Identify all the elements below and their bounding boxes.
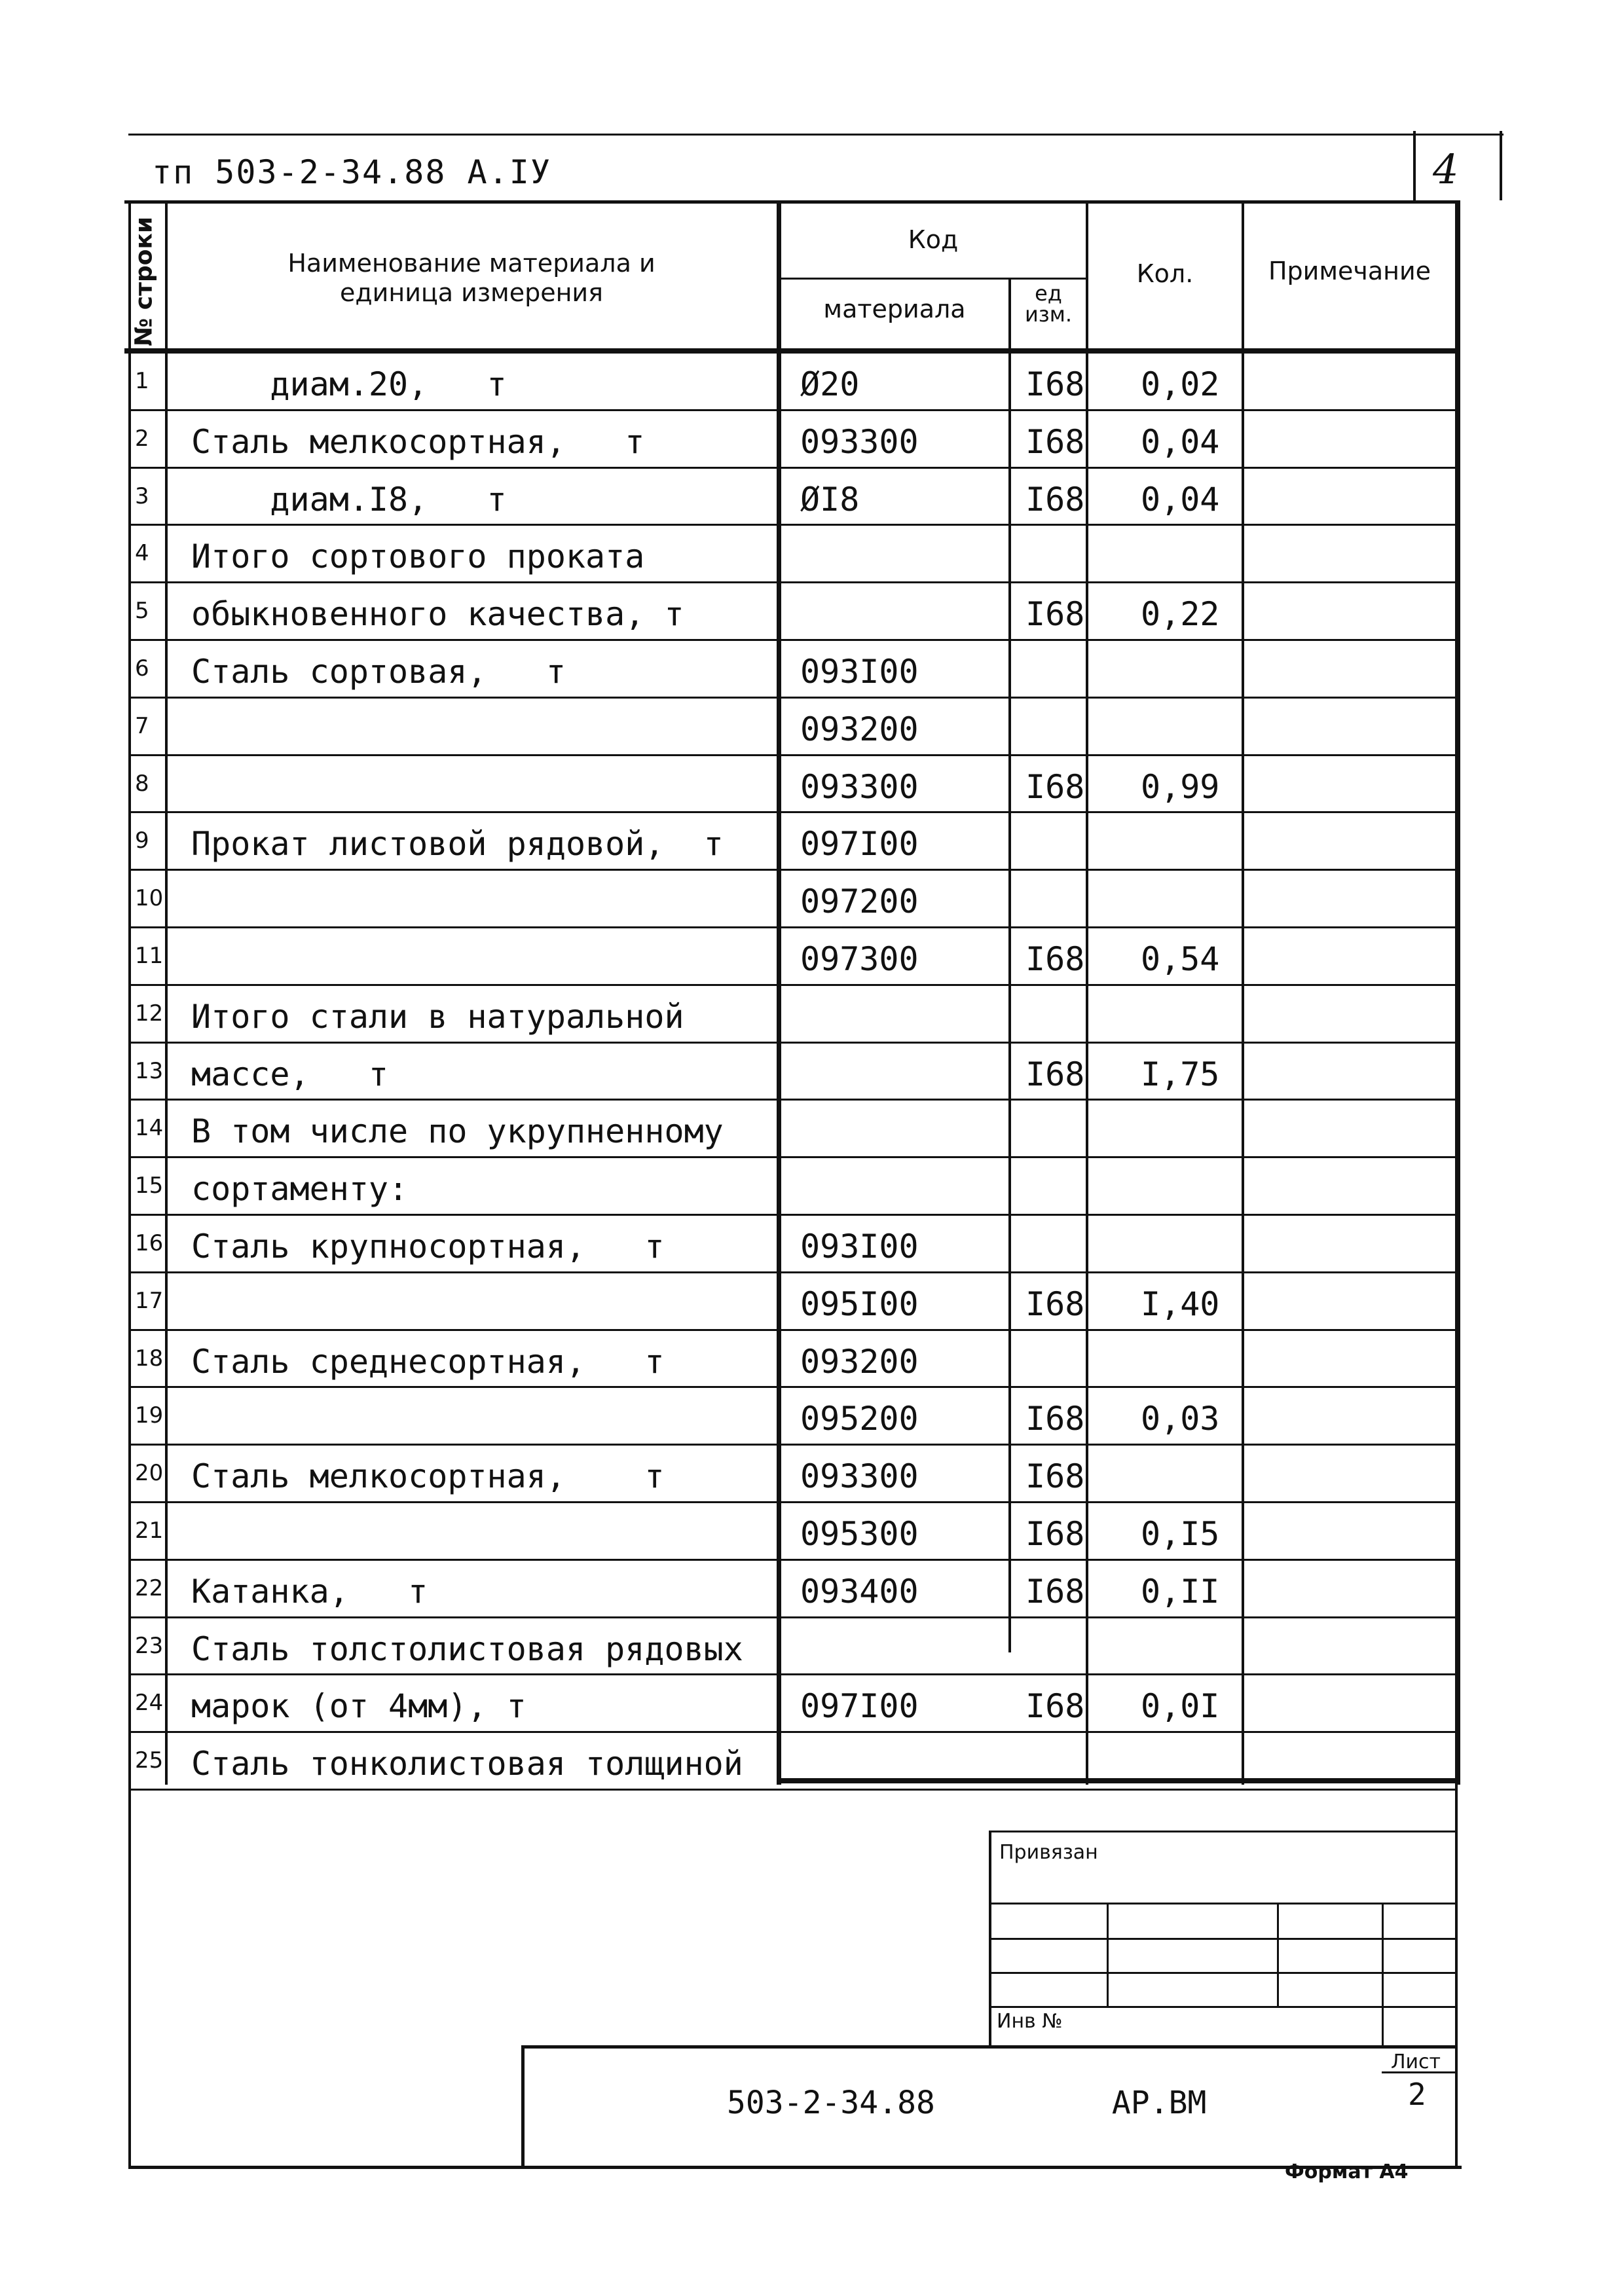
- row-number: 18: [135, 1345, 164, 1372]
- material-code: 095I00: [800, 1285, 919, 1323]
- table-row: [0, 986, 1624, 1044]
- unit-code: I68: [1025, 1515, 1085, 1553]
- unit-code: I68: [1025, 595, 1085, 634]
- page-number-box-right: [1500, 131, 1502, 200]
- stamp-top: [521, 2045, 1458, 2049]
- quantity: 0,04: [1141, 422, 1220, 461]
- table-row: [0, 1561, 1624, 1618]
- material-name: Прокат листовой рядовой, т: [191, 825, 724, 864]
- unit-code: I68: [1025, 1457, 1085, 1496]
- row-number: 15: [135, 1173, 164, 1199]
- material-name: Катанка, т: [191, 1572, 428, 1611]
- row-number: 11: [135, 943, 164, 969]
- table-row: [0, 583, 1624, 641]
- unit-code: I68: [1025, 767, 1085, 806]
- row-number: 21: [135, 1518, 164, 1544]
- material-name: марок (от 4мм), т: [191, 1687, 526, 1726]
- material-code: 097I00: [800, 825, 919, 864]
- material-code: 093400: [800, 1572, 919, 1611]
- row-number: 7: [135, 712, 149, 739]
- code-header: Код: [908, 225, 959, 254]
- material-name: Итого сортового проката: [191, 538, 645, 576]
- material-name: Сталь мелкосортная, т: [191, 422, 645, 461]
- code-subheader-rule: [779, 278, 1088, 280]
- unit-code: I68: [1025, 422, 1085, 461]
- unit-code: I68: [1025, 365, 1085, 403]
- table-row: [0, 526, 1624, 583]
- quantity: 0,II: [1141, 1572, 1220, 1611]
- material-name: В том числе по укрупненному: [191, 1112, 724, 1151]
- quantity: I,75: [1141, 1055, 1220, 1093]
- material-name: сортаменту:: [191, 1170, 409, 1209]
- material-code: 093I00: [800, 1228, 919, 1266]
- unit-code: I68: [1025, 480, 1085, 519]
- quantity: 0,22: [1141, 595, 1220, 634]
- unit-code: I68: [1025, 1572, 1085, 1611]
- table-row: [0, 354, 1624, 411]
- table-row: [0, 1733, 1624, 1791]
- table-row: [0, 1388, 1624, 1446]
- row-number: 4: [135, 540, 149, 567]
- table-row: [0, 1446, 1624, 1503]
- stamp-left: [521, 2045, 525, 2168]
- table-top-border: [124, 200, 1460, 204]
- sheet-label: Лист: [1391, 2050, 1441, 2073]
- binding-rule-4: [989, 2006, 1458, 2008]
- table-row: [0, 1503, 1624, 1561]
- quantity: 0,I5: [1141, 1515, 1220, 1553]
- table-row: [0, 411, 1624, 469]
- material-header: материала: [823, 295, 966, 323]
- stamp-document-mark: АР.ВМ: [1111, 2085, 1207, 2121]
- page-number: 4: [1433, 145, 1459, 193]
- material-name: Сталь мелкосортная, т: [191, 1457, 665, 1496]
- row-number: 20: [135, 1460, 164, 1487]
- material-code: 093I00: [800, 653, 919, 691]
- inventory-number-label: Инв №: [997, 2010, 1063, 2033]
- row-rule: [128, 1789, 1458, 1791]
- material-name: Сталь крупносортная, т: [191, 1228, 665, 1266]
- material-name: диам.20, т: [191, 365, 507, 403]
- material-code: 097I00: [800, 1687, 919, 1726]
- binding-rule-3: [989, 1972, 1458, 1974]
- table-row: [0, 813, 1624, 871]
- material-code: 093300: [800, 1457, 919, 1496]
- row-number: 16: [135, 1230, 164, 1256]
- row-number: 8: [135, 770, 149, 797]
- row-number: 5: [135, 598, 149, 625]
- row-number: 25: [135, 1747, 164, 1774]
- unit-code: I68: [1025, 1055, 1085, 1093]
- quantity: 0,03: [1141, 1400, 1220, 1438]
- row-number: 17: [135, 1287, 164, 1314]
- material-code: ØI8: [800, 480, 860, 519]
- row-number: 9: [135, 828, 149, 854]
- quantity: 0,02: [1141, 365, 1220, 403]
- binding-col-2: [1277, 1903, 1279, 2006]
- document-code: тп 503-2-34.88 А.IУ: [152, 153, 551, 191]
- table-row: [0, 928, 1624, 986]
- frame-bottom: [128, 2166, 1462, 2169]
- note-header: Примечание: [1268, 257, 1431, 285]
- table-row: [0, 1044, 1624, 1101]
- table-row: [0, 756, 1624, 814]
- header-bottom-border: [124, 348, 1460, 354]
- material-code: 093300: [800, 422, 919, 461]
- material-name: Сталь толстолистовая рядовых: [191, 1630, 743, 1668]
- binding-label: Привязан: [999, 1841, 1098, 1864]
- table-row: [0, 1158, 1624, 1216]
- row-number: 10: [135, 885, 164, 912]
- table-row: [0, 641, 1624, 699]
- table-row: [0, 1618, 1624, 1676]
- table-row: [0, 871, 1624, 928]
- material-code: 097300: [800, 940, 919, 978]
- unit-code: I68: [1025, 1687, 1085, 1726]
- table-row: [0, 469, 1624, 526]
- material-name: Сталь среднесортная, т: [191, 1342, 665, 1381]
- table-row: [0, 1675, 1624, 1733]
- unit-code: I68: [1025, 1285, 1085, 1323]
- paper-format-note: Формат А4: [1285, 2160, 1409, 2183]
- quantity: 0,0I: [1141, 1687, 1220, 1726]
- binding-col-3: [1382, 1903, 1384, 2047]
- row-number: 3: [135, 483, 149, 509]
- material-name: обыкновенного качества, т: [191, 595, 684, 634]
- binding-top: [989, 1831, 1458, 1832]
- row-number: 24: [135, 1690, 164, 1717]
- material-code: 095200: [800, 1400, 919, 1438]
- unit-header: ед изм.: [1024, 281, 1073, 327]
- frame-left: [128, 1778, 131, 2168]
- row-number: 23: [135, 1632, 164, 1659]
- row-number: 19: [135, 1402, 164, 1429]
- row-number: 12: [135, 1000, 164, 1027]
- binding-rule-2: [989, 1938, 1458, 1940]
- table-row: [0, 1101, 1624, 1158]
- row-number: 1: [135, 368, 149, 394]
- material-name: диам.I8, т: [191, 480, 507, 519]
- table-row: [0, 1216, 1624, 1273]
- material-name: Итого стали в натуральной: [191, 997, 684, 1036]
- table-row: [0, 699, 1624, 756]
- row-number: 6: [135, 655, 149, 682]
- quantity: I,40: [1141, 1285, 1220, 1323]
- binding-col-1: [1107, 1903, 1109, 2006]
- row-number: 2: [135, 425, 149, 452]
- qty-header: Кол.: [1136, 259, 1194, 288]
- stamp-document-number: 503-2-34.88 АР.ВМ: [727, 2085, 1207, 2121]
- row-number-header: № строки: [130, 216, 158, 347]
- quantity: 0,04: [1141, 480, 1220, 519]
- material-name: Сталь тонколистовая толщиной: [191, 1745, 743, 1783]
- unit-code: I68: [1025, 940, 1085, 978]
- quantity: 0,54: [1141, 940, 1220, 978]
- material-code: 093200: [800, 710, 919, 748]
- sheet-number: 2: [1408, 2077, 1426, 2112]
- material-code: Ø20: [800, 365, 860, 403]
- material-code: 093200: [800, 1342, 919, 1381]
- material-code: 097200: [800, 883, 919, 921]
- material-name: Сталь сортовая, т: [191, 653, 566, 691]
- material-code: 095300: [800, 1515, 919, 1553]
- quantity: 0,99: [1141, 767, 1220, 806]
- material-name: массе, т: [191, 1055, 389, 1093]
- row-number: 13: [135, 1057, 164, 1084]
- row-number: 22: [135, 1575, 164, 1601]
- binding-rule-1: [989, 1903, 1458, 1904]
- row-number: 14: [135, 1115, 164, 1142]
- table-row: [0, 1273, 1624, 1331]
- table-row: [0, 1331, 1624, 1389]
- material-code: 093300: [800, 767, 919, 806]
- name-header: Наименование материала и единица измерения: [287, 249, 655, 307]
- top-rule: [128, 134, 1504, 136]
- unit-code: I68: [1025, 1400, 1085, 1438]
- page-number-box-left: [1413, 131, 1416, 200]
